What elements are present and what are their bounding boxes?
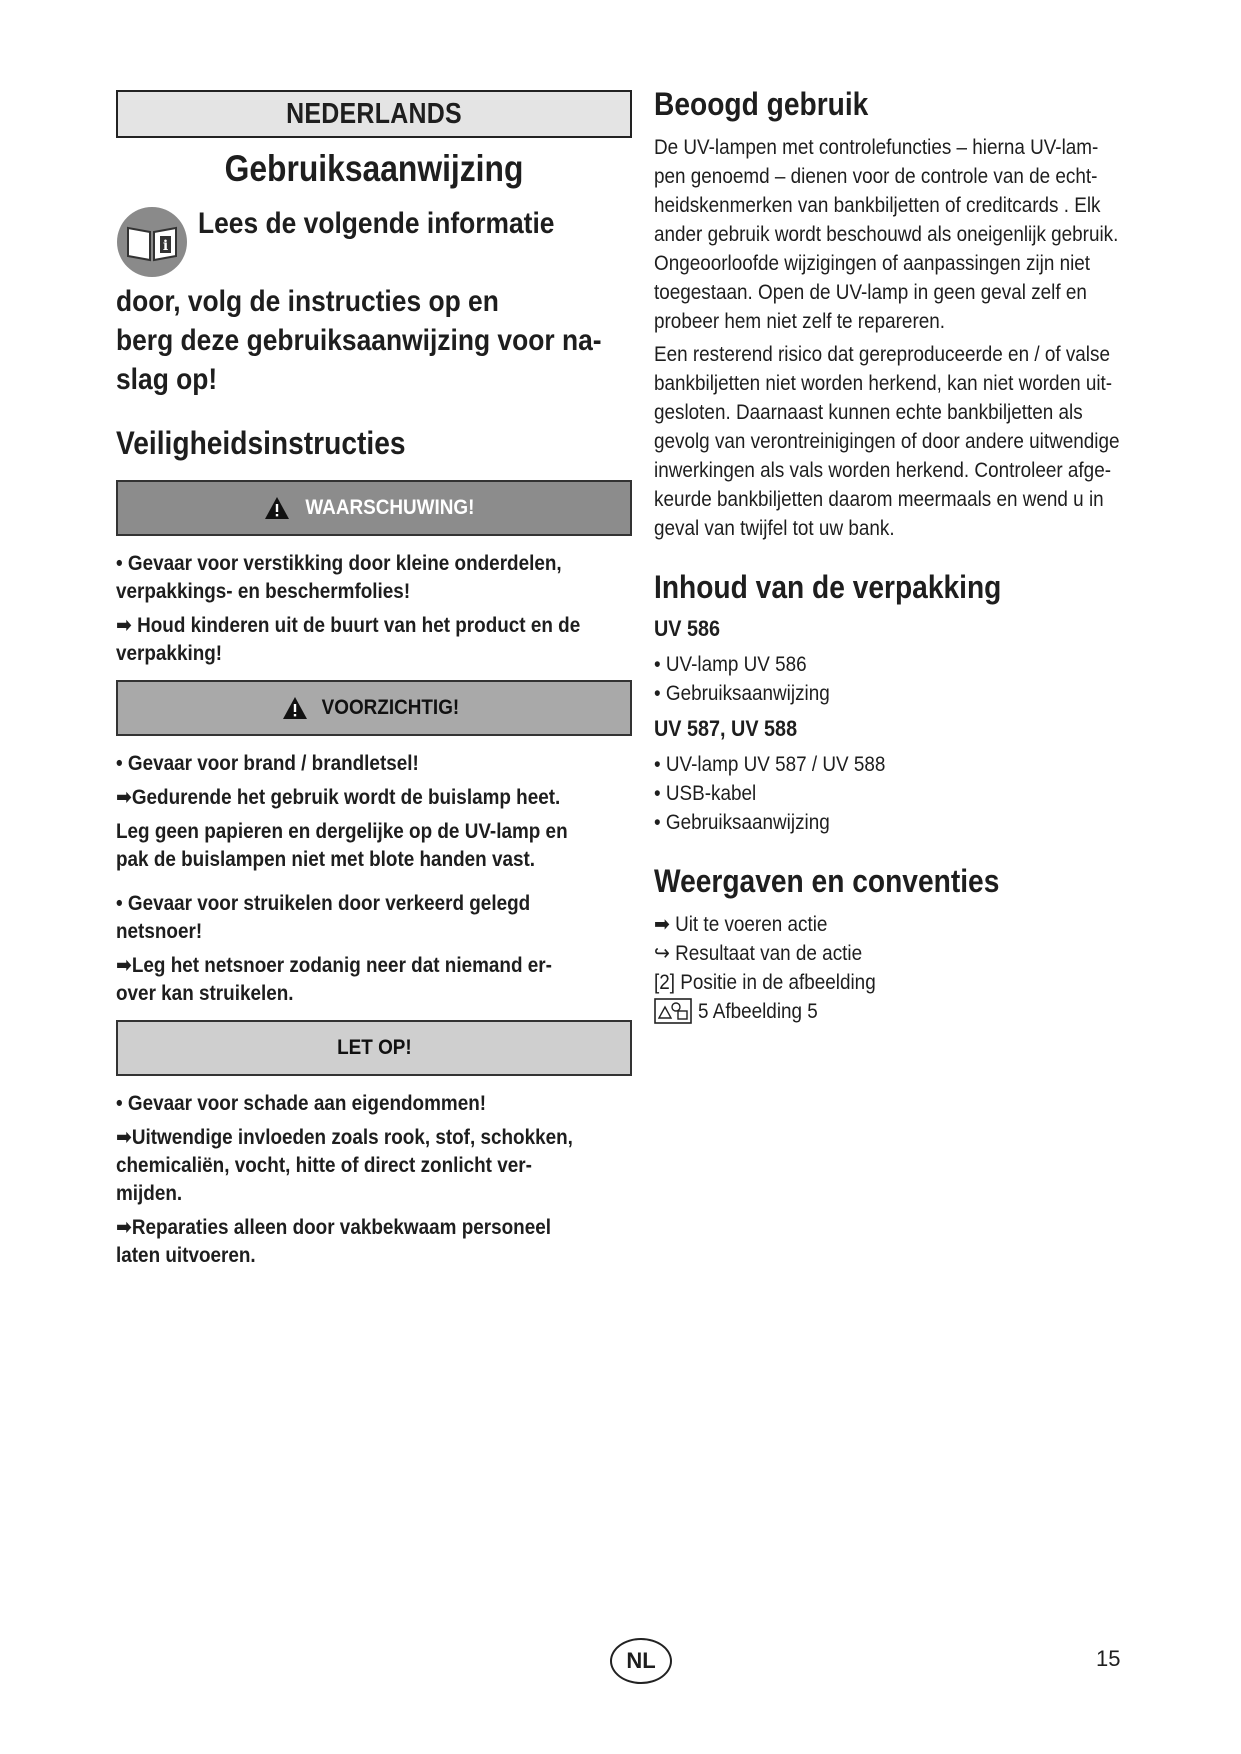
intended-use-line: ander gebruik wordt beschouwd als oneigenlijk gebruik. — [654, 223, 1119, 246]
warning-instruction: verpakking! — [116, 642, 223, 665]
attention-text: • Gevaar voor schade aan eigendommen! — [116, 1092, 487, 1115]
intended-use-line: Ongeoorloofde wijzigingen of aanpassingen zijn niet — [654, 252, 1091, 275]
intended-use-line: probeer hem niet zelf te repareren. — [654, 310, 946, 333]
residual-risk-line: keurde bankbiljetten daarom meermaals en wend u in — [654, 488, 1104, 511]
warning-text: verpakkings- en beschermfolies! — [116, 580, 411, 603]
caution-text: • Gevaar voor struikelen door verkeerd gelegd — [116, 892, 531, 915]
language-banner — [116, 90, 632, 138]
attention-instruction: laten uitvoeren. — [116, 1244, 256, 1267]
warning-banner — [116, 480, 632, 536]
intended-use-line: pen genoemd – dienen voor de controle van de echt- — [654, 165, 1098, 188]
manual-info-icon — [116, 206, 188, 278]
language-label: NEDERLANDS — [154, 92, 594, 136]
package-item: • UV-lamp UV 586 — [654, 653, 807, 676]
attention-instruction: mijden. — [116, 1182, 183, 1205]
warning-text: • Gevaar voor verstikking door kleine onderdelen, — [116, 552, 562, 575]
figure-reference-icon — [654, 998, 692, 1024]
caution-banner — [116, 680, 632, 736]
package-heading: Inhoud van de verpakking — [654, 569, 1002, 605]
warning-label: WAARSCHUWING! — [305, 496, 475, 519]
convention-action: ➡ Uit te voeren actie — [654, 913, 828, 936]
warning-triangle-icon — [264, 496, 290, 520]
package-group-title: UV 586 — [654, 616, 721, 641]
caution-label: VOORZICHTIG! — [321, 696, 459, 719]
left-column — [116, 90, 632, 1276]
page-number: 15 — [1096, 1646, 1121, 1671]
package-item: • Gebruiksaanwijzing — [654, 811, 830, 834]
intended-use-heading: Beoogd gebruik — [654, 86, 869, 122]
residual-risk-line: inwerkingen als vals worden herkend. Controleer afge- — [654, 459, 1112, 482]
caution-text: netsnoer! — [116, 920, 203, 943]
residual-risk-line: gevolg van verontreinigingen of door andere uitwendige — [654, 430, 1120, 453]
caution-instruction: ➡Leg het netsnoer zodanig neer dat niemand er- — [116, 954, 552, 977]
convention-position: [2] Positie in de afbeelding — [654, 971, 876, 994]
convention-result: ↪ Resultaat van de actie — [654, 942, 863, 965]
residual-risk-line: Een resterend risico dat gereproduceerde en / of valse — [654, 343, 1110, 366]
attention-instruction: chemicaliën, vocht, hitte of direct zonlicht ver- — [116, 1154, 532, 1177]
caution-text: • Gevaar voor brand / brandletsel! — [116, 752, 419, 775]
caution-text: Leg geen papieren en dergelijke op de UV-lamp en — [116, 820, 568, 843]
residual-risk-line: bankbiljetten niet worden herkend, kan niet worden uit- — [654, 372, 1113, 395]
conventions-heading: Weergaven en conventies — [654, 863, 1000, 899]
attention-instruction: ➡Uitwendige invloeden zoals rook, stof, schokken, — [116, 1126, 573, 1149]
right-column — [654, 86, 1174, 1026]
intro-line: slag op! — [116, 363, 218, 396]
caution-text: pak de buislampen niet met blote handen vast. — [116, 848, 536, 871]
package-item: • USB-kabel — [654, 782, 757, 805]
convention-figure: 5 Afbeelding 5 — [654, 997, 1174, 1026]
intended-use-line: toegestaan. Open de UV-lamp in geen geval zelf en — [654, 281, 1087, 304]
package-group-title: UV 587, UV 588 — [654, 716, 798, 741]
intro-line: berg deze gebruiksaanwijzing voor na- — [116, 324, 602, 357]
residual-risk-line: gesloten. Daarnaast kunnen echte bankbiljetten als — [654, 401, 1083, 424]
intro-line: Lees de volgende informatie — [198, 207, 555, 240]
residual-risk-line: geval van twijfel tot uw bank. — [654, 517, 895, 540]
attention-banner — [116, 1020, 632, 1076]
intro-line: door, volg de instructies op en — [116, 285, 499, 318]
language-badge: NL — [610, 1638, 672, 1684]
caution-instruction: ➡Gedurende het gebruik wordt de buislamp heet. — [116, 786, 561, 809]
package-item: • UV-lamp UV 587 / UV 588 — [654, 753, 886, 776]
intended-use-line: De UV-lampen met controlefuncties – hierna UV-lam- — [654, 136, 1099, 159]
intro-note — [116, 204, 632, 399]
caution-instruction: over kan struikelen. — [116, 982, 294, 1005]
attention-instruction: ➡Reparaties alleen door vakbekwaam personeel — [116, 1216, 551, 1239]
intended-use-line: heidskenmerken van bankbiljetten of creditcards . Elk — [654, 194, 1101, 217]
document-title: Gebruiksaanwijzing — [224, 148, 524, 189]
warning-triangle-icon — [282, 696, 308, 720]
attention-label: LET OP! — [336, 1036, 412, 1059]
safety-heading: Veiligheidsinstructies — [116, 425, 406, 461]
svg-text:i: i — [162, 238, 169, 254]
warning-instruction: ➡ Houd kinderen uit de buurt van het product en de — [116, 614, 581, 637]
package-item: • Gebruiksaanwijzing — [654, 682, 830, 705]
